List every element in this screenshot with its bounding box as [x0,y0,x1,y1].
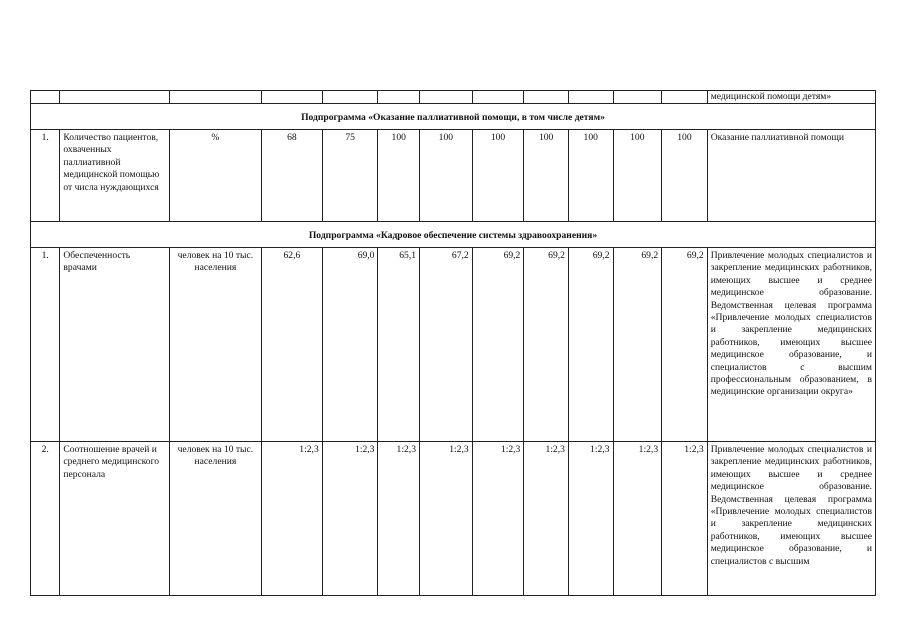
row-number: 1. [31,248,60,442]
row-number: 1. [31,130,60,222]
value-cell: 75 [322,130,378,222]
table-row [31,248,876,442]
value-cell: 69,2 [524,248,569,442]
table-row [31,130,876,222]
value-cell: 69,2 [568,248,613,442]
cell [378,91,420,104]
value-cell: 67,2 [420,248,473,442]
subprogram-header [31,222,876,248]
note-text: Привлечение молодых специалистов и закрепление медицинских работников, имеющих высшее и среднее медицинское образование. Ведомственная целевая программа «Привлечение молодых специалистов и закрепление медицинских работников, имеющих высшее медицинское образование, и специалистов с высшим [710,444,872,567]
cell [568,91,613,104]
table-row [31,442,876,596]
row-number: 2. [31,442,60,596]
value-cell: 100 [420,130,473,222]
subprogram-header [31,104,876,130]
value-cell: 1:2,3 [420,442,473,596]
value-cell: 100 [568,130,613,222]
cell [322,91,378,104]
value-cell: 69,2 [662,248,708,442]
unit-cell: человек на 10 тыс. населения [169,248,261,442]
value-cell: 1:2,3 [378,442,420,596]
value-cell: 1:2,3 [322,442,378,596]
unit-cell: % [169,130,261,222]
cell [60,91,169,104]
value-cell: 1:2,3 [524,442,569,596]
value-cell: 1:2,3 [568,442,613,596]
note-cell: медицинской помощи детям» [707,91,875,104]
cell [524,91,569,104]
subprogram-title: Подпрограмма «Кадровое обеспечение системы здравоохранения» [31,222,876,248]
value-cell: 69,0 [322,248,378,442]
cell [420,91,473,104]
cell [472,91,524,104]
value-cell: 100 [613,130,662,222]
value-cell: 1:2,3 [472,442,524,596]
cell [31,91,60,104]
table-row [31,91,876,104]
subprogram-title: Подпрограмма «Оказание паллиативной помощи, в том числе детям» [31,104,876,130]
cell [169,91,261,104]
value-cell: 100 [662,130,708,222]
indicator-name: Соотношение врачей и среднего медицинского персонала [60,442,169,596]
note-cell [707,442,875,596]
value-cell: 1:2,3 [613,442,662,596]
indicator-name: Количество пациентов, охваченных паллиативной медицинской помощью от числа нуждающихся [60,130,169,222]
indicator-name: Обеспеченность врачами [60,248,169,442]
indicators-table [30,90,876,596]
value-cell: 100 [472,130,524,222]
value-cell: 65,1 [378,248,420,442]
cell [662,91,708,104]
value-cell: 69,2 [613,248,662,442]
value-cell: 1:2,3 [261,442,322,596]
note-cell: Привлечение молодых специалистов и закрепление медицинских работников, имеющих высшее и среднее медицинское образование. Ведомственная целевая программа «Привлечение молодых специалистов и закрепление медицинских работников, имеющих высшее медицинское образование, и специалистов с высшим профессиональным образованием, в медицинские организации округа» [707,248,875,442]
cell [613,91,662,104]
note-cell: Оказание паллиативной помощи [707,130,875,222]
value-cell: 69,2 [472,248,524,442]
cell [261,91,322,104]
unit-cell: человек на 10 тыс. населения [169,442,261,596]
value-cell: 1:2,3 [662,442,708,596]
value-cell: 68 [261,130,322,222]
value-cell: 100 [378,130,420,222]
value-cell: 62,6 [261,248,322,442]
value-cell: 100 [524,130,569,222]
